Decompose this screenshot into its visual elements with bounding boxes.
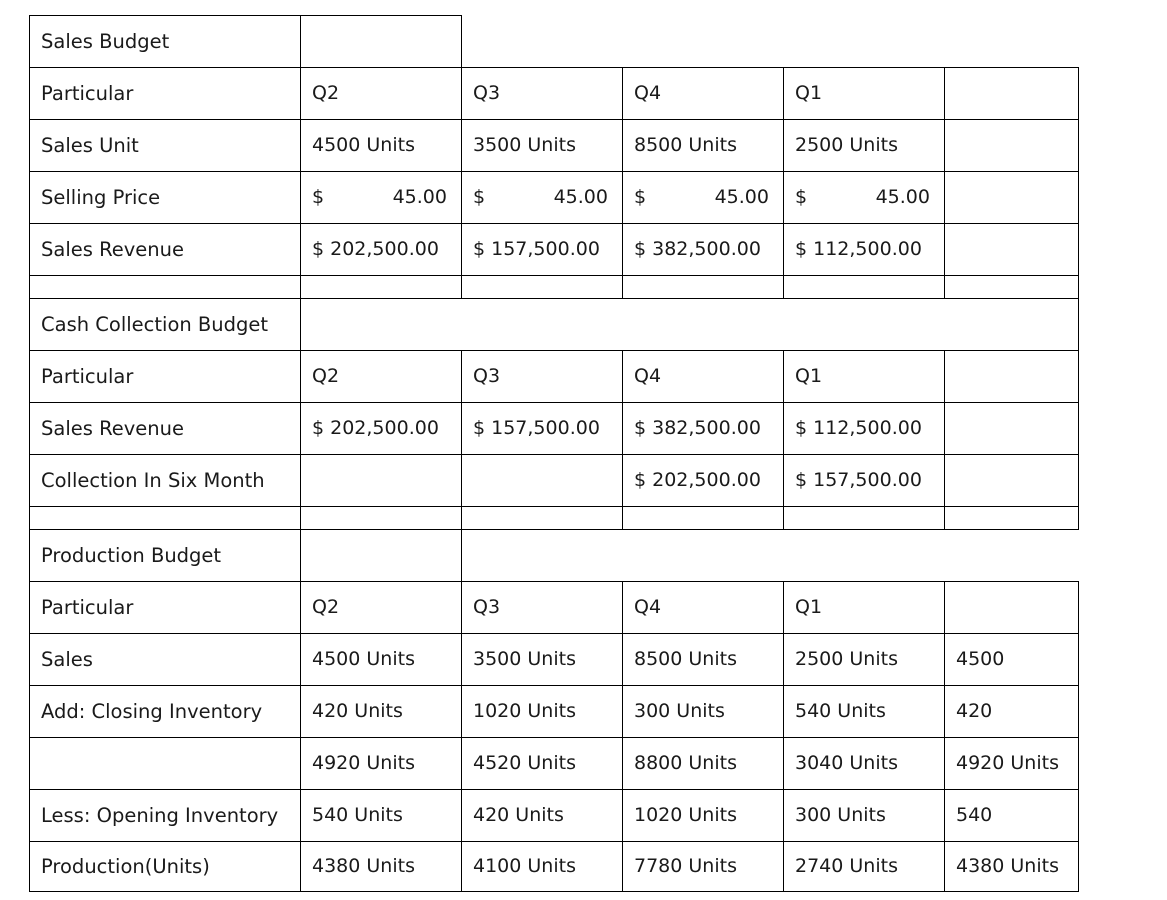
sales-unit-q1: 2500 Units [783,119,945,172]
production-cell: 4500 [944,633,1079,686]
cash-header-q1: Q1 [783,350,945,403]
production-cell: 4100 Units [461,841,623,892]
cash-header-q2: Q2 [300,350,462,403]
sales-budget-title-blank [300,15,462,68]
production-cell: 4520 Units [461,737,623,790]
production-cell: 540 [944,789,1079,842]
production-cell: 4920 Units [300,737,462,790]
cash-separator-cell [300,506,462,530]
sales-header-q3: Q3 [461,67,623,120]
production-cell: 420 Units [300,685,462,738]
selling-price-q2 [300,171,462,224]
cash-sales-revenue-q4: $ 382,500.00 [622,402,784,455]
production-header-particular: Particular [29,581,301,634]
selling-price-extra [944,171,1079,224]
collection-q4: $ 202,500.00 [622,454,784,507]
cash-sales-revenue-q3: $ 157,500.00 [461,402,623,455]
cash-header-extra [944,350,1079,403]
sales-unit-q3: 3500 Units [461,119,623,172]
price-value: 45.00 [392,186,447,208]
cash-header-particular: Particular [29,350,301,403]
cash-header-q4: Q4 [622,350,784,403]
price-value: 45.00 [553,186,608,208]
cash-header-q3: Q3 [461,350,623,403]
production-header-q1: Q1 [783,581,945,634]
cash-separator-cell [461,506,623,530]
sales-budget-title: Sales Budget [29,15,301,68]
cash-collection-title: Cash Collection Budget [29,298,301,351]
sales-revenue-q1: $ 112,500.00 [783,223,945,276]
production-row-label: Production(Units) [29,841,301,892]
selling-price-label: Selling Price [29,171,301,224]
collection-extra [944,454,1079,507]
cash-separator-cell [783,506,945,530]
production-cell: 4380 Units [944,841,1079,892]
production-cell: 300 Units [783,789,945,842]
sales-separator-cell [29,275,301,299]
collection-q2 [300,454,462,507]
sales-revenue-label: Sales Revenue [29,223,301,276]
production-cell: 3500 Units [461,633,623,686]
production-cell: 3040 Units [783,737,945,790]
selling-price-q3 [461,171,623,224]
cash-sales-revenue-label: Sales Revenue [29,402,301,455]
production-cell: 2740 Units [783,841,945,892]
production-cell: 8500 Units [622,633,784,686]
production-header-q2: Q2 [300,581,462,634]
sales-revenue-q4: $ 382,500.00 [622,223,784,276]
cash-separator-cell [622,506,784,530]
sales-header-extra [944,67,1079,120]
sales-revenue-extra [944,223,1079,276]
production-cell: 7780 Units [622,841,784,892]
currency-symbol: $ [795,186,808,208]
sales-separator-cell [783,275,945,299]
production-title: Production Budget [29,529,301,582]
sales-unit-q4: 8500 Units [622,119,784,172]
sales-separator-cell [622,275,784,299]
sales-header-q1: Q1 [783,67,945,120]
production-row-label: Sales [29,633,301,686]
production-cell: 1020 Units [461,685,623,738]
production-cell: 2500 Units [783,633,945,686]
sales-revenue-q3: $ 157,500.00 [461,223,623,276]
production-cell: 420 [944,685,1079,738]
currency-symbol: $ [312,186,325,208]
collection-q3 [461,454,623,507]
selling-price-q4 [622,171,784,224]
production-cell: 8800 Units [622,737,784,790]
sales-separator-cell [944,275,1079,299]
production-header-q4: Q4 [622,581,784,634]
production-title-blank [300,529,462,582]
cash-sales-revenue-extra [944,402,1079,455]
production-row-label [29,737,301,790]
cash-sales-revenue-q2: $ 202,500.00 [300,402,462,455]
sales-revenue-q2: $ 202,500.00 [300,223,462,276]
production-cell: 4380 Units [300,841,462,892]
sales-unit-label: Sales Unit [29,119,301,172]
production-cell: 420 Units [461,789,623,842]
currency-symbol: $ [473,186,486,208]
cash-sales-revenue-q1: $ 112,500.00 [783,402,945,455]
production-cell: 540 Units [300,789,462,842]
price-value: 45.00 [714,186,769,208]
production-row-label: Add: Closing Inventory [29,685,301,738]
cash-collection-title-blank [300,298,1079,351]
sales-header-q2: Q2 [300,67,462,120]
sales-unit-extra [944,119,1079,172]
sales-header-particular: Particular [29,67,301,120]
sales-unit-q2: 4500 Units [300,119,462,172]
cash-separator-cell [29,506,301,530]
production-header-extra [944,581,1079,634]
production-header-q3: Q3 [461,581,623,634]
production-cell: 4500 Units [300,633,462,686]
collection-q1: $ 157,500.00 [783,454,945,507]
production-cell: 4920 Units [944,737,1079,790]
sales-header-q4: Q4 [622,67,784,120]
production-cell: 300 Units [622,685,784,738]
selling-price-q1 [783,171,945,224]
cash-separator-cell [944,506,1079,530]
production-cell: 1020 Units [622,789,784,842]
sales-separator-cell [461,275,623,299]
currency-symbol: $ [634,186,647,208]
price-value: 45.00 [875,186,930,208]
production-cell: 540 Units [783,685,945,738]
sales-separator-cell [300,275,462,299]
collection-label: Collection In Six Month [29,454,301,507]
production-row-label: Less: Opening Inventory [29,789,301,842]
